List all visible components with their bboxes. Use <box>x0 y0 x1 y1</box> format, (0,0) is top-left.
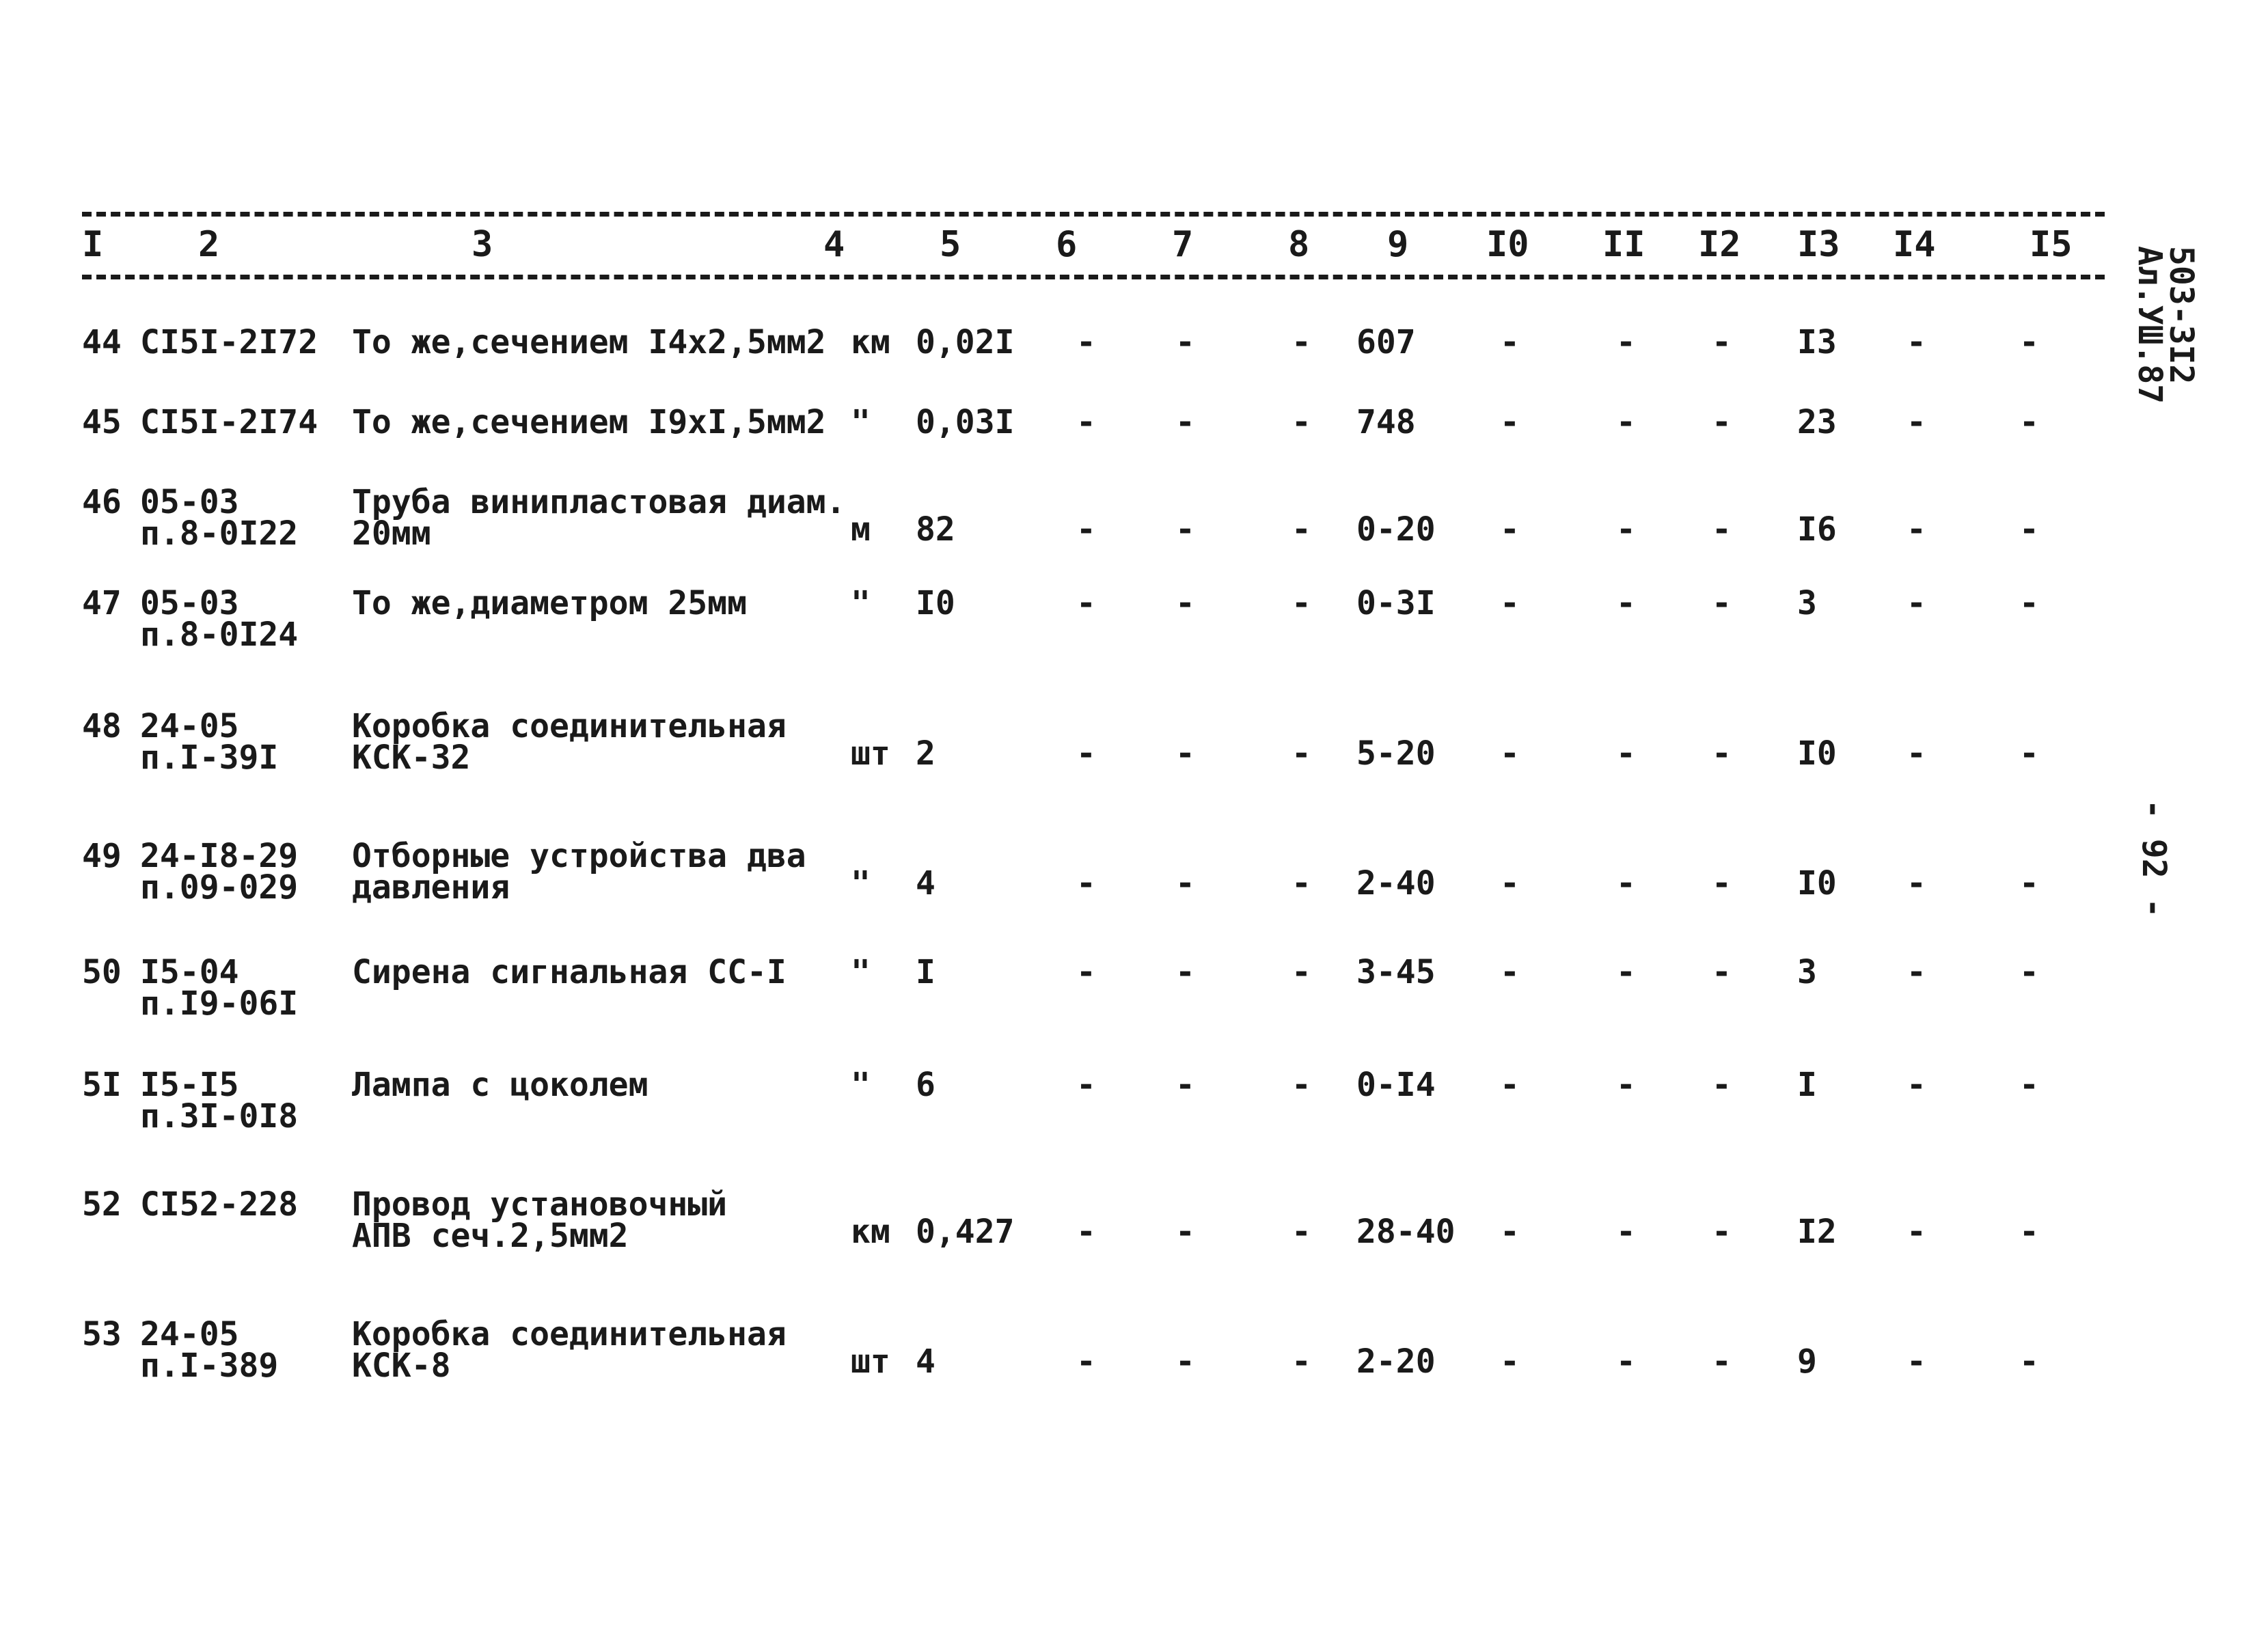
col-9-value: 0-20 <box>1356 510 1436 549</box>
col-11-value: - <box>1616 403 1636 441</box>
norm-code: 24-05 п.I-389 <box>140 1315 279 1385</box>
quantity: 2 <box>916 734 935 773</box>
row-number: 49 <box>82 837 122 875</box>
row-number: 50 <box>82 953 122 991</box>
col-6-value: - <box>1076 1213 1096 1251</box>
col-10-value: - <box>1500 953 1520 991</box>
col-7-value: - <box>1175 403 1195 441</box>
col-8-value: - <box>1292 510 1311 549</box>
sheet-code-label: 503-3I2 Ал.УШ.87 <box>2131 246 2200 404</box>
column-header-6: 6 <box>1056 224 1078 265</box>
col-8-value: - <box>1292 584 1311 622</box>
col-8-value: - <box>1292 864 1311 902</box>
col-10-value: - <box>1500 323 1520 361</box>
quantity: 0,427 <box>916 1213 1015 1251</box>
col-12-value: - <box>1712 864 1732 902</box>
col-15-value: - <box>2019 584 2039 622</box>
col-11-value: - <box>1616 323 1636 361</box>
col-11-value: - <box>1616 864 1636 902</box>
col-15-value: - <box>2019 1213 2039 1251</box>
unit: шт <box>851 1342 890 1381</box>
col-15-value: - <box>2019 953 2039 991</box>
unit: км <box>851 323 890 361</box>
col-8-value: - <box>1292 323 1311 361</box>
item-name: Сирена сигнальная СС-I <box>352 953 787 991</box>
quantity: 4 <box>916 1342 935 1381</box>
col-15-value: - <box>2019 1066 2039 1104</box>
unit: м <box>851 510 871 549</box>
col-11-value: - <box>1616 1066 1636 1104</box>
col-15-value: - <box>2019 323 2039 361</box>
col-6-value: - <box>1076 510 1096 549</box>
norm-code: CI5I-2I72 <box>140 323 318 361</box>
col-7-value: - <box>1175 734 1195 773</box>
page-number: - 92 - <box>2135 799 2173 918</box>
table-row <box>0 953 2268 1059</box>
col-14-value: - <box>1907 1342 1926 1381</box>
col-8-value: - <box>1292 734 1311 773</box>
col-14-value: - <box>1907 403 1926 441</box>
column-header-13: I3 <box>1797 224 1840 265</box>
quantity: 0,02I <box>916 323 1015 361</box>
col-11-value: - <box>1616 953 1636 991</box>
unit: " <box>851 1066 871 1104</box>
col-9-value: 748 <box>1356 403 1416 441</box>
item-name: То же,сечением I9xI,5мм2 <box>352 403 826 441</box>
row-number: 44 <box>82 323 122 361</box>
item-name: Отборные устройства два давления <box>352 837 806 907</box>
row-number: 52 <box>82 1185 122 1224</box>
col-12-value: - <box>1712 403 1732 441</box>
col-9-value: 28-40 <box>1356 1213 1456 1251</box>
table-row <box>0 1185 2268 1291</box>
column-header-11: II <box>1602 224 1645 265</box>
column-header-7: 7 <box>1172 224 1194 265</box>
quantity: 4 <box>916 864 935 902</box>
column-header-2: 2 <box>198 224 220 265</box>
col-8-value: - <box>1292 1213 1311 1251</box>
col-13-value: 23 <box>1797 403 1837 441</box>
unit: " <box>851 403 871 441</box>
col-7-value: - <box>1175 1213 1195 1251</box>
table-row <box>0 837 2268 943</box>
col-14-value: - <box>1907 323 1926 361</box>
col-14-value: - <box>1907 584 1926 622</box>
col-11-value: - <box>1616 510 1636 549</box>
quantity: 82 <box>916 510 955 549</box>
item-name: Лампа с цоколем <box>352 1066 648 1104</box>
row-number: 47 <box>82 584 122 622</box>
col-11-value: - <box>1616 1342 1636 1381</box>
column-header-8: 8 <box>1288 224 1310 265</box>
item-name: То же,диаметром 25мм <box>352 584 747 622</box>
col-7-value: - <box>1175 323 1195 361</box>
norm-code: I5-I5 п.3I-0I8 <box>140 1066 299 1135</box>
column-header-5: 5 <box>940 224 961 265</box>
col-6-value: - <box>1076 323 1096 361</box>
col-10-value: - <box>1500 1213 1520 1251</box>
table-row <box>0 1315 2268 1421</box>
col-6-value: - <box>1076 953 1096 991</box>
norm-code: CI52-228 <box>140 1185 299 1224</box>
col-10-value: - <box>1500 403 1520 441</box>
col-9-value: 3-45 <box>1356 953 1436 991</box>
col-9-value: 0-I4 <box>1356 1066 1436 1104</box>
table-row <box>0 707 2268 813</box>
col-10-value: - <box>1500 1342 1520 1381</box>
col-14-value: - <box>1907 864 1926 902</box>
col-7-value: - <box>1175 864 1195 902</box>
col-8-value: - <box>1292 1066 1311 1104</box>
col-15-value: - <box>2019 1342 2039 1381</box>
col-10-value: - <box>1500 584 1520 622</box>
col-6-value: - <box>1076 584 1096 622</box>
norm-code: 24-I8-29 п.09-029 <box>140 837 299 907</box>
quantity: I0 <box>916 584 955 622</box>
col-12-value: - <box>1712 1066 1732 1104</box>
col-13-value: I0 <box>1797 734 1837 773</box>
col-14-value: - <box>1907 953 1926 991</box>
col-14-value: - <box>1907 510 1926 549</box>
col-8-value: - <box>1292 953 1311 991</box>
col-6-value: - <box>1076 1066 1096 1104</box>
col-13-value: 3 <box>1797 953 1817 991</box>
col-7-value: - <box>1175 510 1195 549</box>
norm-code: 24-05 п.I-39I <box>140 707 279 777</box>
col-15-value: - <box>2019 864 2039 902</box>
unit: шт <box>851 734 890 773</box>
col-10-value: - <box>1500 1066 1520 1104</box>
col-8-value: - <box>1292 1342 1311 1381</box>
col-12-value: - <box>1712 584 1732 622</box>
norm-code: I5-04 п.I9-06I <box>140 953 299 1023</box>
col-13-value: I <box>1797 1066 1817 1104</box>
col-13-value: I3 <box>1797 323 1837 361</box>
norm-code: 05-03 п.8-0I22 <box>140 483 299 553</box>
unit: км <box>851 1213 890 1251</box>
col-12-value: - <box>1712 510 1732 549</box>
norm-code: CI5I-2I74 <box>140 403 318 441</box>
col-13-value: 9 <box>1797 1342 1817 1381</box>
col-6-value: - <box>1076 734 1096 773</box>
row-number: 53 <box>82 1315 122 1353</box>
col-15-value: - <box>2019 734 2039 773</box>
col-10-value: - <box>1500 734 1520 773</box>
col-14-value: - <box>1907 734 1926 773</box>
col-10-value: - <box>1500 864 1520 902</box>
col-7-value: - <box>1175 584 1195 622</box>
col-10-value: - <box>1500 510 1520 549</box>
item-name: То же,сечением I4x2,5мм2 <box>352 323 826 361</box>
col-6-value: - <box>1076 1342 1096 1381</box>
column-header-15: I5 <box>2030 224 2073 265</box>
header-bottom-rule <box>82 275 2105 279</box>
header-top-rule <box>82 212 2105 217</box>
col-13-value: I6 <box>1797 510 1837 549</box>
column-header-9: 9 <box>1387 224 1409 265</box>
item-name: Коробка соединительная КСК-8 <box>352 1315 787 1385</box>
col-7-value: - <box>1175 1066 1195 1104</box>
norm-code: 05-03 п.8-0I24 <box>140 584 299 654</box>
col-11-value: - <box>1616 1213 1636 1251</box>
column-header-4: 4 <box>823 224 845 265</box>
table-row <box>0 584 2268 690</box>
col-14-value: - <box>1907 1066 1926 1104</box>
col-6-value: - <box>1076 403 1096 441</box>
col-9-value: 607 <box>1356 323 1416 361</box>
col-12-value: - <box>1712 953 1732 991</box>
col-7-value: - <box>1175 1342 1195 1381</box>
col-8-value: - <box>1292 403 1311 441</box>
table-row <box>0 483 2268 589</box>
row-number: 5I <box>82 1066 122 1104</box>
column-header-12: I2 <box>1698 224 1741 265</box>
quantity: 0,03I <box>916 403 1015 441</box>
col-12-value: - <box>1712 734 1732 773</box>
column-header-1: I <box>82 224 104 265</box>
col-13-value: 3 <box>1797 584 1817 622</box>
col-11-value: - <box>1616 734 1636 773</box>
col-14-value: - <box>1907 1213 1926 1251</box>
col-11-value: - <box>1616 584 1636 622</box>
item-name: Провод установочный АПВ сеч.2,5мм2 <box>352 1185 728 1255</box>
table-row <box>0 1066 2268 1172</box>
col-13-value: I0 <box>1797 864 1837 902</box>
column-header-14: I4 <box>1893 224 1936 265</box>
column-header-10: I0 <box>1486 224 1529 265</box>
col-9-value: 2-40 <box>1356 864 1436 902</box>
col-9-value: 2-20 <box>1356 1342 1436 1381</box>
unit: " <box>851 584 871 622</box>
row-number: 48 <box>82 707 122 745</box>
item-name: Труба винипластовая диам. 20мм <box>352 483 846 553</box>
col-9-value: 0-3I <box>1356 584 1436 622</box>
row-number: 45 <box>82 403 122 441</box>
col-7-value: - <box>1175 953 1195 991</box>
col-15-value: - <box>2019 403 2039 441</box>
col-12-value: - <box>1712 1213 1732 1251</box>
col-12-value: - <box>1712 323 1732 361</box>
unit: " <box>851 953 871 991</box>
column-header-3: 3 <box>472 224 493 265</box>
quantity: 6 <box>916 1066 935 1104</box>
col-6-value: - <box>1076 864 1096 902</box>
col-15-value: - <box>2019 510 2039 549</box>
row-number: 46 <box>82 483 122 521</box>
col-9-value: 5-20 <box>1356 734 1436 773</box>
quantity: I <box>916 953 935 991</box>
col-13-value: I2 <box>1797 1213 1837 1251</box>
col-12-value: - <box>1712 1342 1732 1381</box>
unit: " <box>851 864 871 902</box>
item-name: Коробка соединительная КСК-32 <box>352 707 787 777</box>
